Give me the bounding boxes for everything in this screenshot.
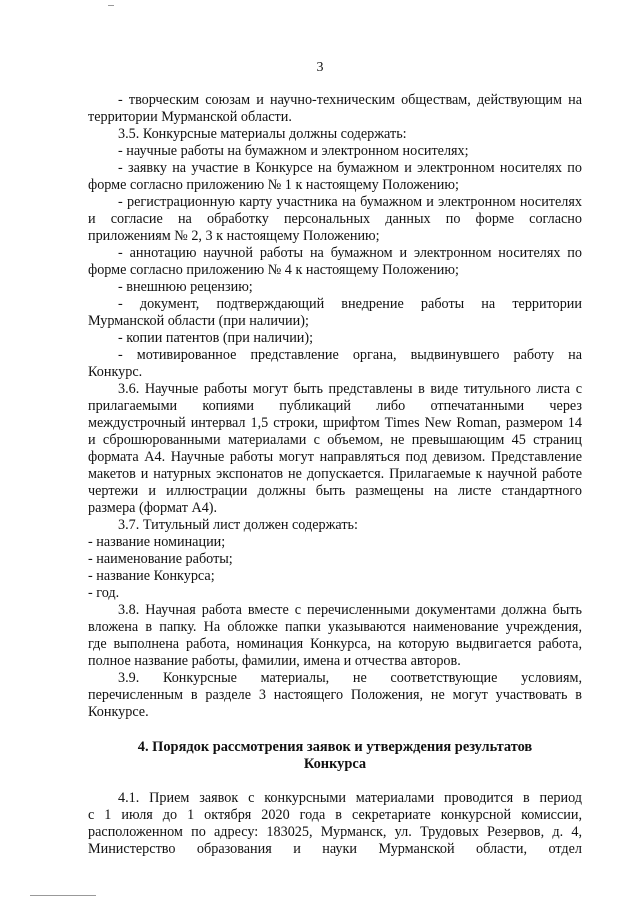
scan-mark [30, 895, 96, 896]
text-line: - год. [88, 585, 120, 601]
text-line: 3.9. Конкурсные материалы, не соответствующие условиям, [118, 670, 582, 686]
text-line: формата А4. Научные работы могут направляться под девизом. Представление [88, 449, 582, 465]
text-line: - заявку на участие в Конкурсе на бумажном и электронном носителях по [118, 160, 582, 176]
text-line: форме согласно приложению № 1 к настоящему Положению; [88, 177, 459, 193]
text-line: и согласие на обработку персональных данных по форме согласно [88, 211, 582, 227]
text-line: чертежи и иллюстрации должны быть размещены на листе стандартного [88, 483, 582, 499]
text-line: приложениям № 2, 3 к настоящему Положению; [88, 228, 380, 244]
section-heading: 4. Порядок рассмотрения заявок и утверждения результатов [137, 739, 533, 755]
text-line: - творческим союзам и научно-техническим обществам, действующим на [118, 92, 582, 108]
text-line: перечисленным в разделе 3 настоящего Положения, не могут участвовать в [88, 687, 582, 703]
text-line: полное название работы, фамилии, имена и отчества авторов. [88, 653, 461, 669]
text-line: - аннотацию научной работы на бумажном и электронном носителях по [118, 245, 582, 261]
text-line: - название Конкурса; [88, 568, 215, 584]
text-line: форме согласно приложению № 4 к настоящему Положению; [88, 262, 459, 278]
scan-mark [108, 5, 114, 6]
text-line: - внешнюю рецензию; [118, 279, 253, 295]
text-line: - название номинации; [88, 534, 226, 550]
text-line: Министерство образования и науки Мурманской области, отдел [88, 841, 582, 857]
text-line: - копии патентов (при наличии); [118, 330, 314, 346]
text-line: и сброшюрованными материалами с объемом, не превышающим 45 страниц [88, 432, 582, 448]
text-line: 3.7. Титульный лист должен содержать: [118, 517, 358, 533]
text-line: - мотивированное представление органа, выдвинувшего работу на [118, 347, 582, 363]
page-number: 3 [316, 60, 324, 75]
section-heading-continuation: Конкурса [303, 756, 367, 772]
text-line: расположенном по адресу: 183025, Мурманск, ул. Трудовых Резервов, д. 4, [88, 824, 582, 840]
text-line: прилагаемыми копиями публикаций либо отпечатанными через [88, 398, 582, 414]
text-line: Конкурс. [88, 364, 143, 380]
text-line: с 1 июля до 1 октября 2020 года в секретариате конкурсной комиссии, [88, 807, 582, 823]
text-line: 3.8. Научная работа вместе с перечисленными документами должна быть [118, 602, 582, 618]
text-line: макетов и натурных экспонатов не допускается. Прилагаемые к научной работе [88, 466, 582, 482]
text-line: вложена в папку. На обложке папки указываются наименование учреждения, [88, 619, 582, 635]
text-line: - научные работы на бумажном и электронном носителях; [118, 143, 469, 159]
text-line: Мурманской области (при наличии); [88, 313, 309, 329]
text-line: 3.6. Научные работы могут быть представлены в виде титульного листа с [118, 381, 582, 397]
text-line: 3.5. Конкурсные материалы должны содержать: [118, 126, 407, 142]
text-line: - регистрационную карту участника на бумажном и электронном носителях [118, 194, 582, 210]
text-line: размера (формат А4). [88, 500, 218, 516]
text-line: междустрочный интервал 1,5 строки, шрифтом Times New Roman, размером 14 [88, 415, 582, 431]
text-line: Конкурсе. [88, 704, 149, 720]
text-line: где выполнена работа, номинация Конкурса, на которую выдвигается работа, [88, 636, 582, 652]
text-line: территории Мурманской области. [88, 109, 292, 125]
text-line: - наименование работы; [88, 551, 233, 567]
text-line: - документ, подтверждающий внедрение работы на территории [118, 296, 582, 312]
text-line: 4.1. Прием заявок с конкурсными материалами проводится в период [118, 790, 582, 806]
